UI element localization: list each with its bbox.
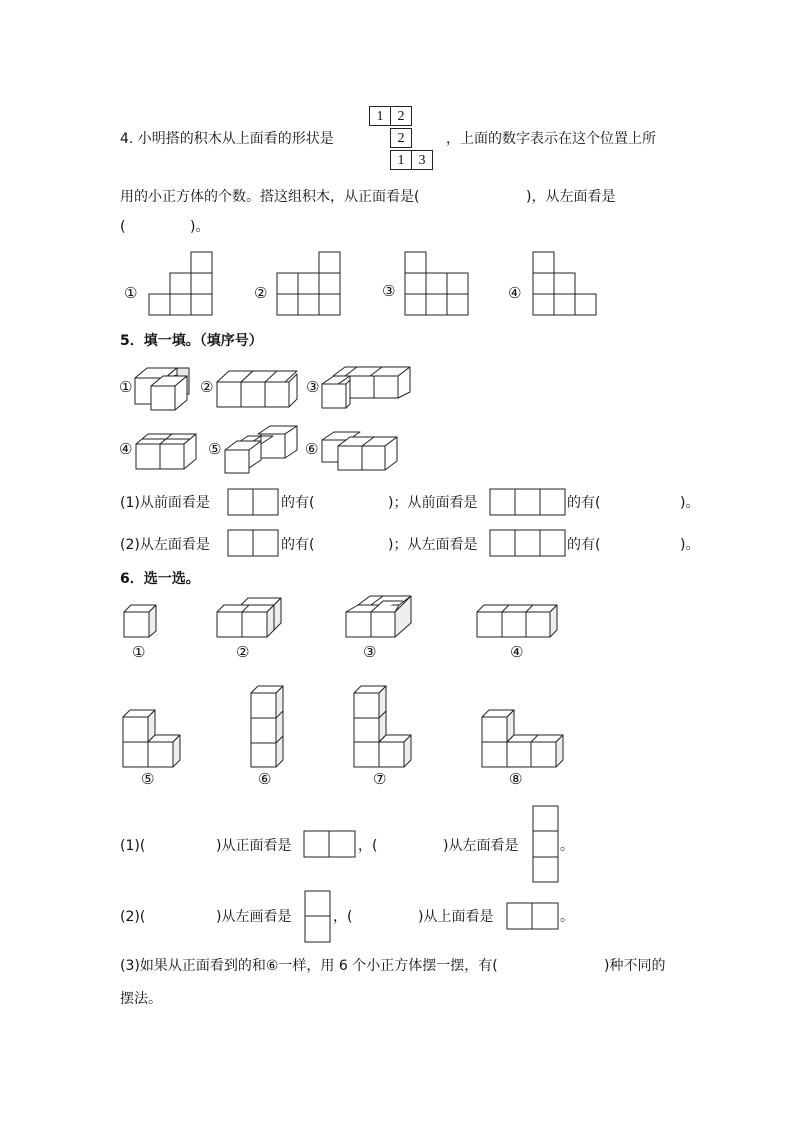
q6-view-top-two (507, 903, 558, 929)
q5-fig-6-label: ⑥ (305, 440, 319, 458)
q6-title: 6．选一选。 (120, 571, 200, 587)
q4-paren-close: )。 (190, 219, 210, 235)
q4-text-line1b: ，上面的数字表示在这个位置上所 (446, 131, 656, 147)
q5-s1-c: )；从前面看是 (388, 495, 478, 511)
q4-text-line2b[interactable]: )，从左面看是 (526, 189, 616, 205)
q6-s2-a[interactable]: (2)( (120, 909, 146, 925)
q6-view-front-two (304, 831, 355, 857)
q4-option-1-label: ① (124, 284, 138, 302)
q6-fig-2-label: ② (236, 643, 250, 661)
q5-s1-b[interactable]: 的有( (281, 495, 315, 511)
q6-s3-line2: 摆法。 (120, 991, 162, 1007)
q6-fig-3-label: ③ (363, 643, 377, 661)
q5-s2-e: )。 (680, 537, 700, 553)
q6-s1-c[interactable]: ，( (358, 838, 378, 854)
grid-cell: 1 (390, 150, 412, 170)
q6-s2-c[interactable]: ，( (333, 909, 353, 925)
q5-fig-5-label: ⑤ (208, 440, 222, 458)
q5-s1-a: (1)从前面看是 (120, 495, 210, 511)
q5-s2-c: )；从左面看是 (388, 537, 478, 553)
q6-fig-8-label: ⑧ (509, 770, 523, 788)
q6-fig-1-label: ① (132, 643, 146, 661)
q5-fig-2-label: ② (200, 378, 214, 396)
q6-fig-5-label: ⑤ (141, 770, 155, 788)
q6-fig-6-label: ⑥ (258, 770, 272, 788)
q4-option-2-label: ② (254, 284, 268, 302)
q5-s1-d[interactable]: 的有( (567, 495, 601, 511)
q6-s1-a[interactable]: (1)( (120, 838, 146, 854)
grid-cell: 2 (390, 128, 412, 148)
q4-paren-open[interactable]: ( (120, 219, 126, 235)
grid-cell: 1 (369, 106, 391, 126)
q5-fig-3-label: ③ (306, 378, 320, 396)
q6-s2-d: )从上面看是 (418, 909, 494, 925)
q5-title: 5．填一填。（填序号） (120, 333, 263, 349)
q6-view-left-two-tall (305, 891, 330, 942)
q6-s2-b: )从左画看是 (216, 909, 292, 925)
q6-s1-b: )从正面看是 (216, 838, 292, 854)
q6-s1-e: 。 (560, 838, 574, 854)
q5-fig-1-label: ① (119, 378, 133, 396)
q5-s2-a: (2)从左面看是 (120, 537, 210, 553)
q4-text-line1a: 4. 小明搭的积木从上面看的形状是 (120, 131, 334, 147)
q4-text-line2a: 用的小正方体的个数。搭这组积木，从正面看是( (120, 189, 420, 205)
q4-option-3-label: ③ (382, 282, 396, 300)
grid-cell: 3 (411, 150, 433, 170)
q6-s3-line1[interactable]: (3)如果从正面看到的和⑥一样，用 6 个小正方体摆一摆，有( (120, 958, 498, 974)
q6-s3-line1-end: )种不同的 (604, 958, 666, 974)
q6-fig-7-label: ⑦ (373, 770, 387, 788)
q5-s1-e: )。 (680, 495, 700, 511)
q6-s1-d: )从左面看是 (443, 838, 519, 854)
q6-view-left-three-tall (533, 806, 558, 882)
q5-s2-d[interactable]: 的有( (567, 537, 601, 553)
q5-s2-b[interactable]: 的有( (281, 537, 315, 553)
grid-cell: 2 (390, 106, 412, 126)
q6-fig-4-label: ④ (510, 643, 524, 661)
q6-s2-e: 。 (560, 909, 574, 925)
q4-option-4-label: ④ (508, 284, 522, 302)
q5-fig-4-label: ④ (119, 440, 133, 458)
